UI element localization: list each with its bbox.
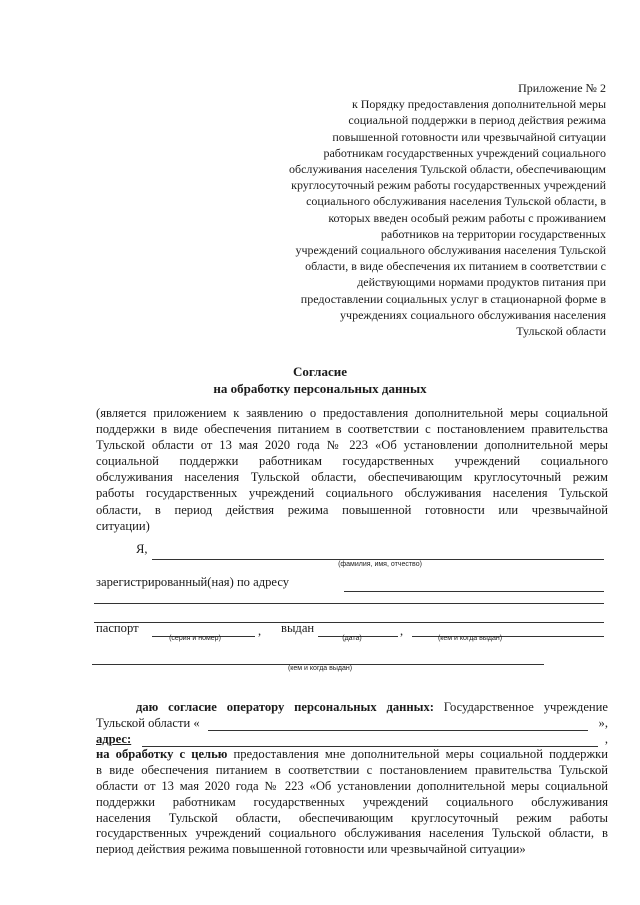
appendix-line: повышенной готовности или чрезвычайной ситуации <box>332 129 606 144</box>
consent-lead-rest: Государственное учреждение <box>433 700 608 714</box>
intro-paragraph <box>96 405 608 534</box>
appendix-line: области, в виде обеспечения их питанием в соответствии с <box>305 259 606 274</box>
purpose-last-line: период действия режима повышенной готовности или чрезвычайной ситуации» <box>96 842 526 857</box>
purpose-line: поддержки работникам государственных учреждений социального обслуживания <box>96 794 608 809</box>
appendix-line: к Порядку предоставления дополнительной меры <box>351 97 606 112</box>
purpose-first-line <box>96 747 608 763</box>
purpose-line: населения Тульской области, обеспечивающим круглосуточный режим работы <box>96 810 608 825</box>
fio-field[interactable] <box>152 559 604 560</box>
appendix-line: которых введен особый режим работы с проживанием <box>328 210 606 225</box>
org-suffix: », <box>598 715 608 730</box>
purpose-lines <box>96 763 608 842</box>
purpose-line: государственных учреждений социального обслуживания населения Тульской области, в <box>96 826 608 841</box>
i-label: Я, <box>136 542 148 556</box>
appendix-line: Приложение № 2 <box>518 81 606 95</box>
operator-address-field[interactable] <box>142 746 598 747</box>
issued-label: выдан <box>281 621 315 635</box>
consent-lead-bold: даю согласие оператору персональных данных: <box>136 700 434 714</box>
address-field-3[interactable] <box>94 622 604 623</box>
purpose-line: в виде обеспечения питанием в соответствии с постановлением правительства Тульской <box>96 763 608 778</box>
appendix-line: социальной поддержки в период действия режима <box>348 113 606 128</box>
address-field-2[interactable] <box>94 603 604 604</box>
address-field-1[interactable] <box>344 591 604 592</box>
appendix-line: учреждений социального обслуживания населения Тульской <box>295 243 606 258</box>
appendix-line: социального обслуживания населения Тульской области, в <box>306 194 606 209</box>
intro-line: (является приложением к заявлению о предоставления дополнительной меры социальной <box>96 406 608 420</box>
date-caption: (дата) <box>342 635 362 642</box>
appendix-header <box>226 80 606 339</box>
consent-lead-line <box>96 700 608 716</box>
intro-line: поддержки в виде обеспечения питанием в соответствии с постановлением правительства <box>96 422 608 437</box>
intro-line: обслуживания населения Тульской области, обеспечивающим круглосуточный режим <box>96 470 608 485</box>
appendix-line: предоставлении социальных услуг в стационарной форме в <box>300 291 606 306</box>
document-title: Согласие <box>293 364 347 379</box>
appendix-line: круглосуточный режим работы государственных учреждений <box>291 178 606 193</box>
issuer-caption-2: (кем и когда выдан) <box>287 665 353 672</box>
org-prefix: Тульской области « <box>96 715 200 730</box>
registered-label: зарегистрированный(ная) по адресу <box>96 575 290 589</box>
purpose-bold: на обработку с целью <box>96 747 228 762</box>
address-suffix: , <box>604 731 608 746</box>
address-label: адрес: <box>96 731 132 746</box>
date-comma: , <box>400 624 404 638</box>
issuer-caption: (кем и когда выдан) <box>437 635 503 642</box>
intro-line: области, в период действия режима повышенной готовности или чрезвычайной <box>96 502 608 517</box>
organization-line <box>96 716 608 732</box>
purpose-line: области от 13 мая 2020 года № 223 «Об установлении дополнительной меры социальной <box>96 778 608 793</box>
appendix-line: работникам государственных учреждений социального <box>323 145 606 160</box>
appendix-line: действующими нормами продуктов питания при <box>357 275 606 290</box>
document-subtitle: на обработку персональных данных <box>213 381 427 396</box>
passport-label: паспорт <box>96 621 139 635</box>
appendix-line: Тульской области <box>516 324 606 339</box>
fio-caption: (фамилия, имя, отчество) <box>338 561 422 568</box>
intro-line: ситуации) <box>96 518 150 533</box>
appendix-line: обслуживания населения Тульской области, обеспечивающим <box>288 162 606 177</box>
appendix-line: работников на территории государственных <box>380 226 606 241</box>
purpose-first: предоставления мне дополнительной меры социальной поддержки <box>227 747 608 762</box>
appendix-line: учреждениях социального обслуживания населения <box>340 307 606 322</box>
intro-line: Тульской области от 13 мая 2020 года № 223 «Об установлении дополнительной меры <box>96 438 608 453</box>
consent-paragraph <box>96 700 608 858</box>
operator-address-line <box>96 732 608 748</box>
intro-line: работы государственных учреждений социального обслуживания населения Тульской <box>96 486 608 501</box>
series-caption: (серия и номер) <box>169 635 221 642</box>
intro-line: социальной поддержки работникам государственных учреждений социального <box>96 454 608 469</box>
passport-comma: , <box>258 624 262 638</box>
